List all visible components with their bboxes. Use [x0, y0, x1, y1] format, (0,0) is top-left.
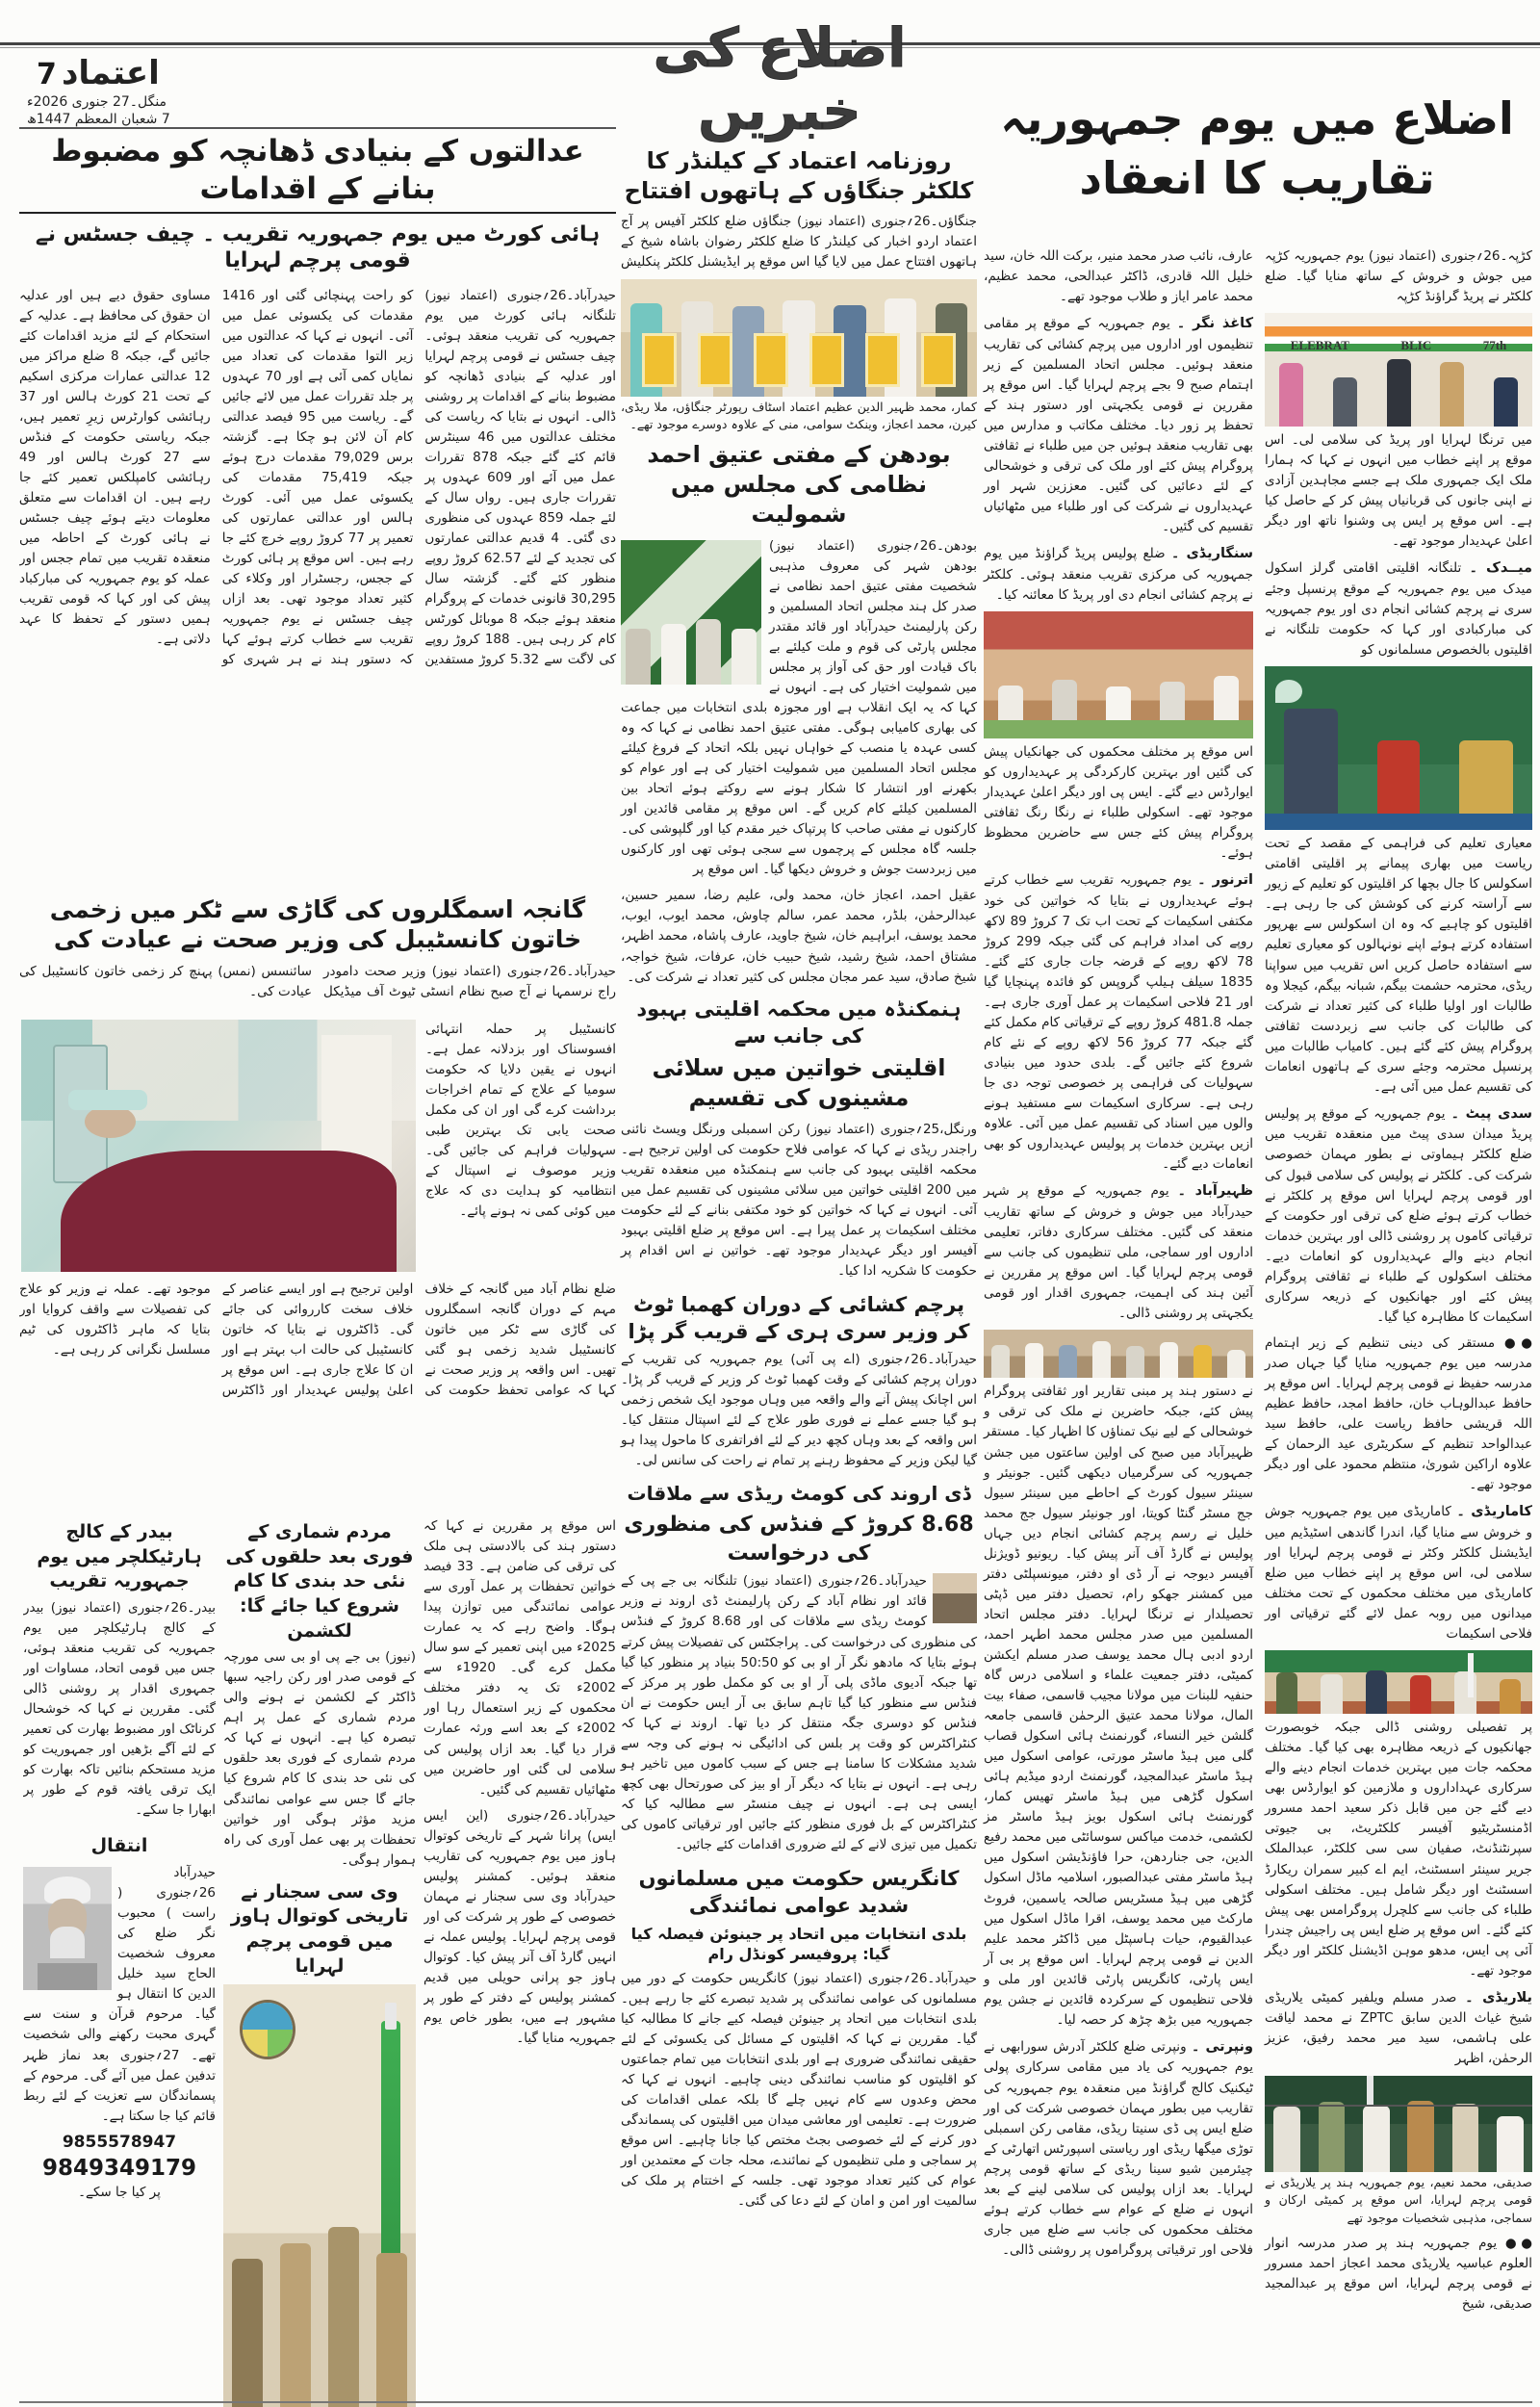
medak-continue: معیاری تعلیم کی فراہمی کے مقصد کے تحت ریاست میں بھاری پیمانے پر اقلیتی اقامتی اسکولس کا جال بچھا کر اقلیتوں کو تعلیم کے زیور سے آراستہ کرنے کی کوشش کی جا رہی ہے۔ اقلیتوں کو چاہیے کہ وہ ان اسکولس سے بھرپور استفادہ کرتے ہوئے اپنے نونہالوں کو معیاری تعلیم سے استفادہ حاصل کریں اس تقریب میں سواپنا ریڈی، محترمہ حشمت بیگم، شبانہ بیگم، کیجلا وہ طالبات اور اولیا طلباء کی کثیر تعداد نے شرکت کی طالبات کی جانب سے زبردست ثقافتی پروگرام پیش کئے گئے ہیں۔ کامیاب طالبات میں پرنسپل محترمہ وجئے سری کے ہاتھوں انعامات کی تقسیم عمل میں آئی ہے۔ — [1265, 836, 1532, 1095]
utnoor-tag: اترنور ۔ — [1197, 872, 1253, 889]
laxman-body: (نیوز) بی جے پی او بی سی مورچہ کے قومی صدر اور رکن راجیہ سبھا ڈاکٹر کے لکشمن نے ہونے والی مردم شماری کے عمل پر اہم تبصرہ کیا ہے۔ انہوں نے کہا کہ مردم شماری کے فوری بعد حلقوں کی نئی حد بندی کا کام شروع کیا جائے گا جس سے عوامی نمائندگی مزید مؤثر ہوگی اور خواتین تحفظات پر بھی عمل آوری کی راہ ہموار ہوگی۔ — [223, 1649, 416, 1868]
bidar-body: بیدر۔26؍جنوری (اعتماد نیوز) بیدر کے کالج ہارٹیکلچر میں یوم جمہوریہ کی تقریب منعقد ہوئی، جس میں قومی اتحاد، مساوات اور جمہوری اقدار پر روشنی ڈالی گئی۔ مقررین نے کہا کہ خوشحال کرناٹک اور مضبوط بھارت کی تعمیر کے لئے آگے بڑھیں اور جمہوریت کو مزید مستحکم بنائیں تاکہ بھارت کو ایک ترقی یافتہ قوم کے طور پر ابھارا جا سکے۔ — [23, 1599, 216, 1819]
obituary-heading: انتقال — [90, 1835, 148, 1857]
subcol-right — [424, 1516, 616, 2407]
ganja-intro: حیدرآباد۔26؍جنوری (اعتماد نیوز) وزیر صحت دامودر راج نرسمہا نے آج صبح نظام انسٹی ٹیوٹ آف میڈیکل سائنسس (نمس) پہنچ کر زخمی خاتون کانسٹیبل کی عیادت کی۔ — [19, 964, 616, 1000]
header-bottom-rule — [19, 127, 616, 129]
zaheerabad-section: ظہیرآباد ۔ یوم جمہوریہ کے موقع پر شہر حیدرآباد میں جوش و خروش کے ساتھ تقاریب منعقد کی گئیں۔ مختلف سرکاری دفاتر، تعلیمی اداروں اور سماجی، ملی تنظیموں کی جانب سے قومی پرچم لہرایا گیا۔ اس موقع پر مقررین نے آئین ہند کی اہمیت، جمہوری اقدار اور قومی یکجہتی پر روشنی ڈالی۔ — [984, 1183, 1253, 1322]
sangareddy-tag: سنگاریڈی ۔ — [1170, 546, 1253, 562]
ganja-headline: گانجہ اسمگلروں کی گاڑی سے ٹکر میں زخمی خاتون کانسٹیبل کی وزیر صحت نے عیادت کی — [49, 894, 586, 953]
ganja-body-rest: ضلع نظام آباد میں گانجہ کے خلاف مہم کے دوران گانجہ اسمگلروں کی گاڑی سے ٹکر میں خاتون کانسٹیبل شدید زخمی ہو گئی تھیں۔ اس واقعہ پر وزیر صحت نے کہا کہ عوامی تحفظ حکومت کی اولین ترجیح ہے اور ایسے عناصر کے خلاف سخت کارروائی کی جائے گی۔ ڈاکٹروں نے بتایا کہ خاتون کانسٹیبل کی حالت اب بہتر ہے اور ان کا علاج جاری ہے۔ اس موقع پر اعلیٰ پولیس عہدیدار اور ڈاکٹرس موجود تھے۔ عملہ نے وزیر کو علاج کی تفصیلات سے واقف کروایا اور بتایا کہ ماہر ڈاکٹروں کی ٹیم مسلسل نگرانی کر رہی ہے۔ — [19, 1281, 616, 1399]
kamareddy-tag: کاماریڈی ۔ — [1456, 1504, 1532, 1520]
zaheerabad-tag: ظہیرآباد ۔ — [1177, 1183, 1253, 1200]
bullet-item-1: ●● مستقر کی دینی تنظیم کے زیر اہتمام مدرسہ میں یوم جمہوریہ منایا گیا جہاں صدر مدرسہ حفیظ نے قومی پرچم لہرایا۔ اس موقع پر حافظ عبدالوہاب خان، حافظ امجد، حافظ عظیم اللہ قریشی حافظ ریاست علی، حافظ سید عبدالواحد تنظیم کے سکریٹری عید الرحمان کے علاوہ اراکین شوریٰ، منتظم محمود علی اور دیگر موجود تھے۔ — [1265, 1334, 1532, 1493]
bodhan-names: عقیل احمد، اعجاز خان، محمد ولی، علیم رضا، سمیر حسین، عبدالرحمٰن، بلڈر، محمد عمر، سالم چاوش، محمد ایوب، ایوب، محمد یوسف، ابراہیم خان، شیخ جاوید، عارف پاشاہ، محمد اظہر، مشتاق احمد، شیخ رشید، شیخ حبیب خان، عرفات، شیخ خواجہ، شیخ صادق، سید عمر مجان مجلس کی کثیر تعداد نے شرکت کی۔ — [621, 888, 977, 985]
obituary-tail: پر کیا جا سکے۔ — [78, 2184, 161, 2200]
col4-intro: عارف، نائب صدر محمد منیر، برکت اللہ خان، سید خلیل اللہ قادری، ڈاکٹر عبدالحی، محمد عظیم، محمد عامر ایاز و طلاب موجود تھے۔ — [984, 248, 1253, 305]
obituary-body: حیدرآباد 26؍جنوری ( راست ) محبوب نگر ضلع کی معروف شخصیت الحاج سید خلیل الدین کا انتقال ہو گیا۔ مرحوم قرآن و سنت سے گہری محبت رکھنے والی شخصیت تھے۔ 27؍جنوری بعد نماز ظہر تدفین عمل میں آئے گی۔ مرحوم کے پسماندگان سے تعزیت کے لئے ربط قائم کیا جا سکتا ہے۔ — [23, 1865, 216, 2124]
col5-intro: کڑپہ۔26؍جنوری (اعتماد نیوز) یوم جمہوریہ کڑپہ میں جوش و خروش کے ساتھ منایا گیا۔ ضلع کلکٹر نے پریڈ گراؤنڈ کڑپہ — [1265, 248, 1532, 305]
kamareddy-section: کاماریڈی ۔ کاماریڈی میں یوم جمہوریہ جوش و خروش سے منایا گیا، اندرا گاندھی اسٹیڈیم میں ایڈیشنل کلکٹر وکٹر نے قومی پرچم لہرایا اور سلامی لی، اس موقع پر اپنے خطاب میں ضلع کاماریڈی میں مختلف محکموں کے تحت مختلف میدانوں میں روبہ عمل لائے گئے ترقیاتی اور فلاحی اسکیمات — [1265, 1504, 1532, 1643]
date-hijri: 7 شعبان المعظم 1447ھ — [27, 112, 170, 127]
sewing-headline-top: ہنمکنڈہ میں محکمہ اقلیتی بہبود کی جانب سے — [636, 996, 962, 1048]
yellareddy-salute-photo — [1265, 2076, 1532, 2172]
calendar-body: جنگاؤں۔26؍جنوری (اعتماد نیوز) جنگاؤں ضلع کلکٹر آفیس پر آج اعتماد اردو اخبار کی کیلنڈر کا ضلع کلکٹر رضوان باشاہ شیخ کے ہاتھوں افتتاح عمل میں لایا گیا اس موقع پر ایڈیشنل کلکٹر پنکلیش — [620, 214, 977, 271]
congress-body: حیدرآباد۔26؍جنوری (اعتماد نیوز) کانگریس حکومت کے دور میں مسلمانوں کی عوامی نمائندگی پر شدید تبصرے کئے جا رہے ہیں۔ بلدی انتخابات میں اتحاد پر جینوئن فیصلہ کیے جانے کا مطالبہ کیا گیا۔ مقررین نے کہا کہ اقلیتوں کے مسائل کی یکسوئی کے لئے حقیقی نمائندگی ضروری ہے اور بلدی انتخابات میں تمام جماعتوں کو اقلیتوں کو مناسب نمائندگی دینی چاہیے۔ انہوں نے کہا کہ محض وعدوں سے کام نہیں چلے گا بلکہ عملی اقدامات کی ضرورت ہے۔ تعلیمی اور معاشی میدان میں اقلیتوں کی پسماندگی دور کرنے کے لئے خصوصی بجٹ مختص کیا جانا چاہیے۔ اس موقع پر سماجی و ملی تنظیموں کے نمائندے، محلہ جات کے معتمدین اور عوام کی کثیر تعداد موجود تھی۔ جلسہ کے اختتام پر ملک کی سالمیت اور امن و امان کے لئے دعا کی گئی۔ — [621, 1970, 977, 2210]
bullet-item-2: ●● یوم جمہوریہ ہند پر صدر مدرسہ انوار العلوم عباسیہ یلاریڈی محمد اعجاز احمد مسرور نے قومی پرچم لہرایا، اس موقع پر عبدالمجید صدیقی، شیخ — [1265, 2235, 1532, 2312]
kagaznagar-section: کاغذ نگر ۔ یوم جمہوریہ کے موقع پر مقامی تنظیموں اور اداروں میں پرچم کشائی کی تقاریب منعقد ہوئیں۔ مجلس اتحاد المسلمین کے زیر اہتمام صبح 9 بجے پرچم لہرایا گیا۔ اس موقع پر مقررین نے قومی یکجہتی اور دستور ہند کے تحفظ پر زور دیا۔ مختلف مکاتب و مدارس میں بھی تقاریب منعقد ہوئیں جن میں طلباء نے ثقافتی پروگرام پیش کئے اور ملک کی ترقی و خوشحالی کے لئے دعائیں کی گئیں۔ معززین شہر اور عہدیداروں نے شرکت کی اور طلباء میں مٹھائیاں تقسیم کی گئیں۔ — [984, 316, 1254, 535]
kotwal-body: حیدرآباد۔26؍جنوری (این ایس ایس) پرانا شہر کے تاریخی کوتوال ہاوز میں یوم جمہوریہ کی تقاریب منعقد ہوئیں۔ کمشنر پولیس حیدرآباد وی سی سجنار نے مہمان خصوصی کے طور پر شرکت کی اور قومی پرچم لہرایا۔ پولیس عملہ نے انہیں گارڈ آف آنر پیش کیا۔ کوتوال ہاوز جو پرانی حویلی میں قدیم کمشنر پولیس کے دفتر کے طور پر مشہور ہے میں، بطور خاص یوم جمہوریہ منایا گیا۔ — [424, 1807, 616, 2047]
obituary-phone-2: 9849349179 — [41, 2155, 197, 2181]
banner-77th: 77th — [1482, 338, 1507, 353]
medak-school-award-photo — [1265, 666, 1532, 830]
wanaparthy-tag: ونپرتی ۔ — [1191, 2038, 1253, 2055]
banner-blic: BLIC — [1400, 338, 1432, 353]
sangareddy-stage-photo — [984, 611, 1253, 738]
middle-block — [621, 141, 977, 2217]
ganja-side-text: کانسٹیبل پر حملہ انتہائی افسوسناک اور بزدلانہ عمل ہے۔ انہوں نے یقین دلایا کہ حکومت سومیا کے علاج کے تمام اخراجات برداشت کرے گی اور ان کی مکمل صحت یابی تک بہترین طبی سہولیات فراہم کی جائیں گی۔ وزیر موصوف نے اسپتال کے انتظامیہ کو ہدایت دی کہ علاج میں کوئی کمی نہ ہونے پائے۔ — [425, 1022, 616, 1220]
kagaznagar-tag: کاغذ نگر ۔ — [1176, 316, 1254, 332]
arvind-body: حیدرآباد۔26؍جنوری (اعتماد نیوز) تلنگانہ بی جے پی کے قائد اور نظام آباد کے رکن پارلیمنٹ ڈی اروند نے وزیر کومٹ ریڈی سے ملاقات کی اور 8.68 کروڑ کے فنڈس کی منظوری کی درخواست کی۔ پراجکٹس کی تفصیلات پیش کرتے ہوئے بتایا کہ مادھو نگر آر او بی کو 50:50 بنیاد پر منظور کیا گیا تھا جبکہ آدیوی ماڈی پلی آر او بی کو مکمل طور پر مرکز کے فنڈس سے منظور کیا گیا تاہم سابق بی آر ایس حکومت نے ان فنڈس کو دوسری جگہ منتقل کر دیا تھا۔ اروند نے کہا کہ کنٹراکٹرس کو وقت پر بلس کی ادائیگی نہ ہونے کی وجہ سے شدید مشکلات کا سامنا ہے جس کے سبب کاموں میں تاخیر ہو رہی ہے۔ انہوں نے بتایا کہ دیگر آر او بیز کی صورتحال بھی کچھ ایسی ہی ہے۔ انہوں نے چیف منسٹر سے مطالبہ کیا کہ کنٹراکٹرس کے بل فوری منظور کئے جائیں اور ترقیاتی کاموں کی تکمیل میں تیزی لانے کے لئے ضروری اقدامات کئے جائیں۔ — [621, 1573, 977, 1852]
pole-body: حیدرآباد۔26؍جنوری (اے پی آئی) یوم جمہوریہ کی تقریب کے دوران پرچم کشائی کے وقت کھمبا ٹوٹ کر وزیر کے قریب گر پڑا۔ اس اچانک پیش آنے والے واقعہ میں وہاں موجود ایک شخص زخمی ہو گیا جسے عملے نے فوری طور علاج کے لئے اسپتال منتقل کیا۔ اس واقعہ کے بعد وہاں کچھ دیر کے لئے افراتفری کا ماحول پیدا ہو گیا لیکن وزیر کے محفوظ رہنے پر تمام نے راحت کی سانس لی۔ — [621, 1351, 977, 1468]
paper-name: اعتماد — [61, 54, 160, 92]
sewing-headline-main: اقلیتی خواتین میں سلائی مشینوں کی تقسیم — [652, 1054, 946, 1112]
calendar-caption: کمار، محمد ظہیر الدین عظیم اعتماد اسٹاف رپورٹر جنگاؤں، ملا ریڈی، کیرن، محمد اعجاز، وینکٹ سوامی، منی کے علاوہ دوسرے موجود تھے۔ — [621, 399, 977, 432]
sewing-body: ورنگل،25؍جنوری (اعتماد نیوز) رکن اسمبلی ورنگل ویسٹ نائنی راجندر ریڈی نے کہا کہ عوامی فلاح حکومت کی اولین ترجیح ہے۔ محکمہ اقلیتی بہبود کی جانب سے ہنمکنڈہ میں منعقدہ تقریب میں 200 اقلیتی خواتین میں سلائی مشینوں کی تقسیم عمل میں آئی۔ انہوں نے کہا کہ خواتین کو خود مکتفی بنانے کے لئے حکومت مختلف اسکیمات پر عمل پیرا ہے۔ اس موقع پر ضلع اقلیتی بہبود آفیسر اور دیگر عہدیدار موجود تھے۔ خواتین نے اس اقدام پر حکومت کا شکریہ ادا کیا۔ — [621, 1121, 977, 1279]
arvind-body-wrap — [621, 1571, 977, 1855]
column-5 — [1265, 246, 1532, 2320]
col5-after-photo: میں ترنگا لہرایا اور پریڈ کی سلامی لی۔ اس موقع پر اپنے خطاب میں انہوں نے کہا کہ ہمارا ملک ایک جمہوری ملک ہے جسے مجاہدین آزادی نے اپنی جانوں کی قربانیاں پیش کر کے حاصل کیا ہے۔ اس موقع پر ایس پی وشنوا ناتھ اور دیگر اعلیٰ عہدیدار موجود تھے۔ — [1265, 432, 1532, 550]
districts-main-headline: اضلاع میں یوم جمہوریہ تقاریب کا انعقاد — [1000, 92, 1514, 205]
page-bottom-rule — [19, 2401, 1532, 2403]
wanaparthy-section: ونپرتی ۔ ونپرتی ضلع کلکٹر آدرش سورابھی نے یوم جمہوریہ کی یاد میں مقامی سرکاری پولی ٹیکنیک کالج گراؤنڈ میں منعقدہ یوم جمہوریہ کی تقاریب میں بطور مہمان خصوصی شرکت کی اور ضلع ایس پی ڈی سنیتا ریڈی، مقامی رکن اسمبلی توڑی میگھا ریڈی اور ریاستی اسپورٹس اتھارٹی کے چیئرمین شیو سینا ریڈی کے ساتھ قومی پرچم لہرایا۔ بعد ازاں پولیس کی سلامی لینے کے بعد انہوں نے ضلع کے عوام سے خطاب کرتے ہوئے مختلف محکموں کی جانب سے ضلع میں جاری فلاحی اور ترقیاتی پروگراموں پر روشنی ڈالی۔ — [983, 2038, 1253, 2258]
date-gregorian: منگل۔27 جنوری 2026ء — [27, 94, 167, 110]
yellareddy-section: یلاریڈی ۔ صدر مسلم ویلفیر کمیٹی یلاریڈی شیخ غیاث الدین سابق ZPTC نے محمد لیاقت علی ہاشمی، سید میر محمد رفیق، عزیز الرحمٰن، اظہر — [1265, 1989, 1532, 2067]
yellareddy-tag: یلاریڈی ۔ — [1465, 1989, 1532, 2006]
medak-section: میــدک ۔ تلنگانہ اقلیتی اقامتی گرلز اسکول میدک میں یوم جمہوریہ کے موقع پرنسپل وجئے سری نے پرچم کشائی انجام دی اور یوم جمہوریہ کی مبارکبادی اور کہا کہ حکومت تلنگانہ نے اقلیتوں بالخصوص مسلمانوں کو — [1265, 560, 1532, 659]
sangareddy-continue: اس موقع پر مختلف محکموں کی جھانکیاں پیش کی گئیں اور بہترین کارکردگی پر عہدیداروں کو ایوارڈس دیے گئے۔ ایس پی اور دیگر اعلیٰ عہدیدار موجود تھے۔ اسکولی طلباء نے رنگا رنگ ثقافتی پروگرام پیش کئے جس سے حاضرین محظوظ ہوئے۔ — [984, 743, 1253, 862]
congress-subheadline: بلدی انتخابات میں اتحاد پر جینوئن فیصلہ کیا گیا: پروفیسر کونڈل رام — [630, 1924, 967, 1964]
arvind-headline-main: 8.68 کروڑ کے فنڈس کی منظوری کی درخواست — [624, 1513, 974, 1566]
bodhan-body-wrap — [621, 536, 977, 988]
arvind-headline-top: ڈی اروند کی کومٹ ریڈی سے ملاقات — [627, 1482, 971, 1506]
courts-headline: عدالتوں کے بنیادی ڈھانچہ کو مضبوط بنانے کے اقدامات — [19, 133, 616, 214]
stage-banner-text — [1265, 338, 1532, 353]
bidar-headline: بیدر کے کالج ہارٹیکلچر میں یوم جمہوریہ تقریب — [37, 1521, 202, 1592]
yellareddy-caption: صدیقی، محمد نعیم، یوم جمہوریہ ہند پر یلاریڈی نے قومی پرچم لہرایا، اس موقع پر کمیٹی ارکان و سماجی، مذہبی شخصیات موجود تھے — [1265, 2174, 1532, 2226]
pole-headline: پرچم کشائی کے دوران کھمبا ٹوٹ کر وزیر سری ہری کے قریب گر پڑا — [628, 1293, 970, 1344]
zaheerabad-group-photo — [984, 1330, 1253, 1378]
medak-tag: میــدک ۔ — [1469, 560, 1532, 577]
banner-elebrat: ELEBRAT — [1290, 338, 1349, 353]
laxman-headline: مردم شماری کے فوری بعد حلقوں کی نئی حد بندی کا کام شروع کیا جائے گا: لکشمن — [225, 1521, 414, 1642]
sangareddy-section: سنگاریڈی ۔ ضلع پولیس پریڈ گراؤنڈ میں یوم جمہوریہ کی مرکزی تقریب منعقد ہوئی۔ کلکٹر نے پرچم کشائی انجام دی اور پریڈ کا معائنہ کیا۔ — [984, 546, 1253, 603]
utnoor-section: اترنور ۔ یوم جمہوریہ تقریب سے خطاب کرتے ہوئے عہدیداروں نے بتایا کہ خواتین کی خود مکتفی اسکیمات کے تحت اب تک 7 کروڑ 89 لاکھ روپے کی امداد فراہم کی گئی جبکہ 299 کروڑ 78 لاکھ روپے کے قرضہ جات جاری کئے گئے۔ 1835 سیلف ہیلپ گروپس کو فائدہ پہنچایا گیا اور 21 فلاحی اسکیمات پر عمل آوری جاری ہے۔ جملہ 481.8 کروڑ روپے کے ترقیاتی کام مکمل کئے گئے جبکہ 77 کروڑ 56 لاکھ روپے کے نئے کام شروع کئے جائیں گے۔ بلدی حدود میں بنیادی سہولیات کی فراہمی پر خصوصی توجہ دی جا رہی ہے۔ سرکاری اسکیمات سے مستفید ہونے والوں میں اسناد کی تقسیم عمل میں آئی۔ علاوہ ازیں بہترین خدمات پر پولیس عہدیداروں کو بھی انعامات دیے گئے۔ — [984, 872, 1254, 1173]
bodhan-headline: بودھن کے مفتی عتیق احمد نظامی کی مجلس میں شمولیت — [647, 441, 951, 529]
left-block — [19, 133, 616, 2407]
kotwal-headline: وی سی سجنار نے تاریخی کوتوال ہاوز میں قومی پرچم لہرایا — [230, 1880, 409, 1977]
calendar-inauguration-photo — [621, 279, 977, 397]
masthead — [27, 54, 219, 127]
section-title: اضلاع کی خبریں — [653, 17, 907, 142]
obituary-phone-1: 9855578947 — [62, 2132, 177, 2152]
courts-body: حیدرآباد۔26؍جنوری (اعتماد نیوز) تلنگانہ ہائی کورٹ میں یوم جمہوریہ کی تقریب منعقد ہوئی۔ چیف جسٹس نے قومی پرچم لہرایا اور عدلیہ کے بنیادی ڈھانچہ کو مضبوط بنانے کے اقدامات پر روشنی ڈالی۔ انہوں نے بتایا کہ ریاست کی مختلف عدالتوں میں 46 سینٹرس قائم کئے گئے جبکہ 878 تقررات عمل میں آئے اور 609 عہدوں پر تقررات جاری ہیں۔ رواں سال کے لئے جملہ 859 عہدوں کی منظوری دی گئی۔ 4 قدیم عدالتی عمارتوں کی تجدید کے لئے 62.57 کروڑ روپے منظور کئے گئے۔ گزشتہ سال 30,295 قانونی خدمات کے پروگرام منعقد ہوئے جبکہ 8 موبائل کورٹس کام کر رہی ہیں۔ 188 کروڑ روپے کی لاگت سے 5.32 کروڑ مستفدین کو راحت پہنچائی گئی اور 1416 مقدمات کی یکسوئی عمل میں آئی۔ انہوں نے کہا کہ عدالتوں میں زیر التوا مقدمات کی تعداد میں نمایاں کمی آئی ہے اور 70 عہدوں پر جلد تقررات عمل میں لائے جائیں گے۔ ریاست میں 95 فیصد عدالتی کام آن لائن ہو چکا ہے۔ گزشتہ برس 79,029 مقدمات درج ہوئے جبکہ 75,419 مقدمات کی یکسوئی عمل میں آئی۔ کورٹ ہالس اور عدالتی عمارتوں کی تعمیر پر 77 کروڑ روپے خرچ کئے جا رہے ہیں۔ اس موقع پر ہائی کورٹ کے ججس، رجسٹرار اور وکلاء کی کثیر تعداد موجود تھی۔ بعد ازاں چیف جسٹس نے یوم جمہوریہ تقریب سے خطاب کرتے ہوئے کہا کہ دستور ہند نے ہر شہری کو مساوی حقوق دیے ہیں اور عدلیہ ان حقوق کی محافظ ہے۔ عدلیہ کے استحکام کے لئے مزید اقدامات کئے جائیں گے، جبکہ 8 ضلع مراکز میں 12 عدالتی عمارات مرکزی اسکیم کے تحت 21 کورٹ ہالس اور 37 رہائشی کوارٹرس زیرِ تعمیر ہیں، جبکہ ریاستی حکومت کے فنڈس سے 27 کورٹ ہالس اور 49 رہائشی کامپلکس تعمیر کئے جا رہے ہیں۔ ان اقدامات سے متعلق معلومات دیتے ہوئے چیف جسٹس نے ہائی کورٹ کے احاطہ میں منعقدہ تقریب میں تمام ججس اور عملہ کو یوم جمہوریہ کی مبارکباد پیش کی اور کہا کہ قومی تقریب ہمیں دستور کے تحفظ کا عہد دلاتی ہے۔ — [19, 287, 616, 668]
calendar-headline: روزنامہ اعتماد کے کیلنڈر کا کلکٹر جنگاؤں کے ہاتھوں افتتاح — [624, 147, 974, 205]
kotwal-house-photo — [223, 1984, 416, 2407]
courts-subheadline: ہائی کورٹ میں یوم جمہوریہ تقریب ۔ چیف جسٹس نے قومی پرچم لہرایا — [35, 221, 601, 272]
ganja-photo-row — [19, 1020, 616, 1272]
congress-headline: کانگریس حکومت میں مسلمانوں شدید عوامی نمائندگی — [638, 1867, 960, 1918]
subcol-middle — [223, 1516, 416, 2407]
misc-continuation: اس موقع پر مقررین نے کہا کہ دستور ہند کی بالادستی ہی ملک کی ترقی کی ضامن ہے۔ 33 فیصد خواتین تحفظات پر عمل آوری سے عوامی نمائندگی میں توازن پیدا ہوگا۔ واضح رہے کہ یہ عمارت 2025ء میں اپنی تعمیر کے سو سال مکمل کرے گی۔ 1920ء سے 2002ء تک یہ دفتر مختلف محکموں کے زیر استعمال رہا اور 2002ء کے بعد اسے ورثہ عمارت قرار دیا گیا۔ بعد ازاں پولیس کی سلامی لی گئی اور حاضرین میں مٹھائیاں تقسیم کی گئیں۔ — [424, 1518, 616, 1798]
republic-day-stage-photo — [1265, 313, 1532, 427]
kamareddy-flag-photo — [1265, 1650, 1532, 1714]
obituary-portrait-photo — [23, 1867, 112, 1990]
arvind-portrait-photo — [933, 1573, 977, 1623]
siddipet-section: سدی پیٹ ۔ یوم جمہوریہ کے موقع پر پولیس پریڈ میدان سدی پیٹ میں منعقدہ تقریب میں ضلع کلکٹر ہیماوتی نے بطور مہمان خصوصی شرکت کی۔ کلکٹر نے پولیس کی سلامی قبول کی اور قومی پرچم لہرایا اس موقع پر کلکٹر نے خطاب کرتے ہوئے ضلع کی ترقی اور حکومت کے ترقیاتی کاموں پر روشنی ڈالی اور بہترین خدمات انجام دینے والے عہدیداروں کو انعامات دیے۔ مختلف اسکولوں کے طلباء نے ثقافتی پروگرام پیش کئے اور جھانکیوں کے ذریعہ سرکاری اسکیمات کا مظاہرہ کیا گیا۔ — [1265, 1105, 1533, 1325]
page-number: 7 — [37, 58, 57, 91]
bodhan-gathering-photo — [621, 540, 761, 685]
subcol-left — [23, 1516, 216, 2407]
column5-end-rule — [1265, 2105, 1532, 2107]
left-bottom-subcols — [19, 1516, 616, 2407]
column-4 — [984, 246, 1253, 2266]
kamareddy-continue: پر تفصیلی روشنی ڈالی جبکہ خوبصورت جھانکیوں کے ذریعہ مظاہرہ بھی کیا گیا۔ مختلف محکمہ جات میں بہترین خدمات انجام دینے والے سرکاری عہداداروں و ملازمین کو ایوارڈس بھی دیے گئے جن میں قابل ذکر سعید احمد مسرور اڈمنسٹریٹیو آفیسر کلکٹریٹ، بی جیوتی سپرنٹنڈنٹ، صفیان سی سی کلکٹر، عبدالملک جریر سینئر اسسٹنٹ، ایم اے کبیر سمران ریکارڈ اسسٹنٹ اور دیگر شامل ہیں۔ مختلف اسکولی طلباء کی جانب سے کلچرل پروگرامس بھی پیش کئے گئے۔ اس موقع پر ضلع ایس پی راجیش چندرا آئی پی ایس، مدھو موہن اڈیشنل کلکٹر اور دیگر موجود تھے۔ — [1265, 1720, 1532, 1979]
hospital-patient-photo — [21, 1020, 416, 1272]
siddipet-tag: سدی پیٹ ۔ — [1450, 1105, 1533, 1122]
bodhan-body: بودھن۔26؍جنوری (اعتماد نیوز) بودھن شہر کی معروف مذہبی شخصیت مفتی عتیق احمد نظامی نے صدر کل ہند مجلس اتحاد المسلمین و رکن پارلیمنٹ حیدرآباد اور قائد مقتدر مجلس پارٹی کی قوم و ملت کیلئے بے باک قیادت اور حق کی آواز پر مجلس میں شمولیت اختیار کی ہے۔ انہوں نے کہا کہ یہ ایک انقلاب ہے اور مجوزہ بلدی انتخابات میں جماعت کی بھاری کامیابی ہوگی۔ مفتی عتیق احمد نظامی نے کہا کہ وہ کسی عہدہ یا منصب کے خواہاں نہیں بلکہ اتحاد کے فروغ کیلئے مجلس اتحاد المسلمین میں شمولیت اختیار کی ہے اور عوام کو بکھرنے اور انتشار کا شکار ہونے سے روکتے ہوئے اتحاد بین المسلمین کیلئے کام کریں گے۔ اس موقع پر مقامی قائدین اور کارکنوں نے مفتی صاحب کا پرتپاک خیر مقدم کیا اور گلپوشی کی۔ جلسہ گاہ مجلس کے پرچموں سے سجی ہوئی تھی اور کارکنوں میں زبردست جوش و خروش دیکھا گیا۔ اس موقع پر — [621, 537, 977, 878]
zaheerabad-continue: نے دستور ہند پر مبنی تقاریر اور ثقافتی پروگرام پیش کئے، جبکہ حاضرین نے ملک کی ترقی و خوشحالی کے لیے نیک تمناؤں کا اظہار کیا۔ مستقر ظہیرآباد میں صبح کی اولین ساعتوں میں جشن جمہوریہ کی سرگرمیاں دیکھی گئیں۔ جونیئر و سینئر سیول کورٹ کے احاطے میں سینئر سیول جج مسٹر گنٹا کویتا، اور جونیئر سیول جج محمد خلیل نے رسم پرچم کشائی انجام دیں جہاں پولیس نے گارڈ آف آنر پیش کیا۔ ریونیو ڈویژنل آفیسر دیوجہ نے آر ڈی او دفتر، میونسپلٹی دفتر میں کمشنر جھکو رام، تحصیل دفتر میں ڈپٹی تحصیلدار نے ترنگا لہرایا۔ دفتر مجلس اتحاد المسلمین میں صدر مجلس محمد اطہر احمد، اردو ادبی ہال محمد یوسف صدر مسلم ایکشن کمیٹی، دفتر جمعیت علماء و اسلامی درس گاہ حنفیہ للبنات میں مولانا مجیب قاسمی، صفاء بیت المال، مولانا محمد عتیق الرحمٰن قاسمی جامعہ گلشن خیر النساء، گورنمنٹ ہائی اسکول قصاب گلی میں ہیڈ ماسٹر مورتی، عوامی اسکول میں ہیڈ ماسٹر عبدالمجید، گورنمنٹ اردو میڈیم ہائی اسکول گڑھی میں ہیڈ ماسٹر تھیس کمار، گورنمنٹ ہائی اسکول بویز ہیڈ ماسٹر مز لکشمی، خدمت میاکس سوسائٹی میں محمد رفیع الدین، جی جناردھن، حرا فاؤنڈیشن اسکول میں ہیڈ ماسٹر مفتی عبدالصبور، اسلامیہ ماڈل اسکول گڑھی میں ہیڈ مسٹریس صالحہ یاسمین، فروٹ مارکٹ میں محمد یوسف، اقرا ماڈل اسکول میں عبدالقیوم، حیات ہاسپٹل میں ڈاکٹر محمد علیم الدین نے قومی پرچم لہرایا۔ اس موقع پر بی آر ایس پارٹی، کانگریس پارٹی قائدین اور ملی و فلاحی تنظیموں کے سرکردہ قائدین نے جشن یوم جمہوریہ میں بڑھ چڑھ کر حصہ لیا۔ — [984, 1384, 1253, 2028]
